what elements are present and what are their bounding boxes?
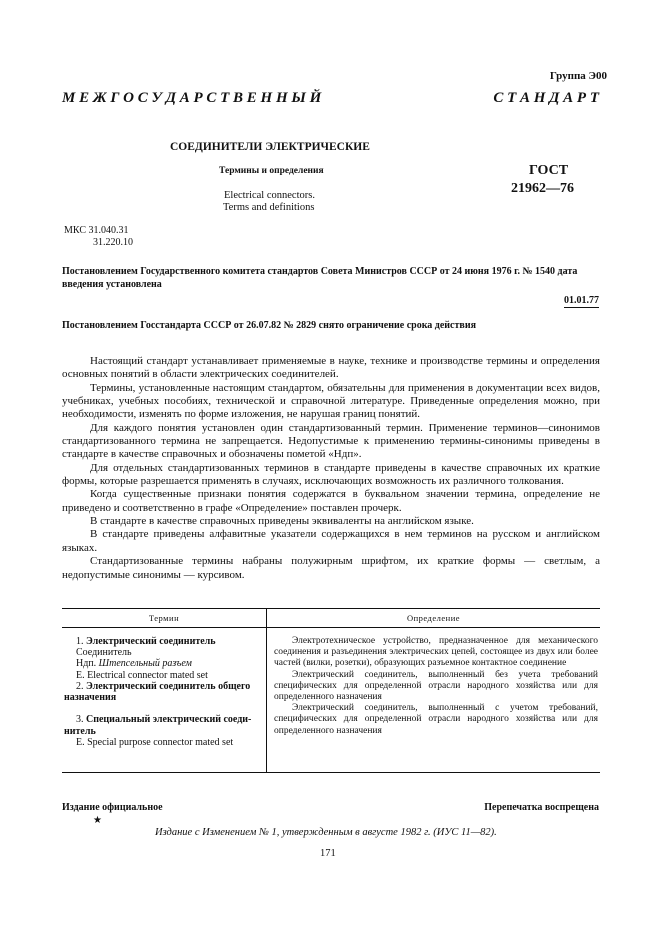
definitions-column — [274, 636, 598, 737]
decree-text: Постановлением Государственного комитета стандартов Совета Министров СССР от 24 июня 1976 г. № 1540 дата введения установлена — [62, 266, 578, 290]
official-edition-label: Издание официальное — [62, 802, 163, 813]
term-3 — [64, 714, 262, 725]
term-english: E. Electrical connector mated set — [76, 669, 208, 681]
term-name: Электрический соединитель общего — [86, 680, 251, 692]
definition: Электрический соединитель, выполненный без учета требований специфических для определенной отрасли народного хозяйства или для определенного назначения — [274, 669, 598, 703]
term-number: 2. — [76, 680, 86, 692]
gost-label: ГОСТ — [529, 163, 569, 178]
intro-paragraph: Для отдельных стандартизованных терминов в стандарте приведены в качестве справочных их краткие формы, которые разрешается применять в случаях, исключающих возможность их различного толкования. — [62, 461, 600, 488]
ndp-term: Штепсельный разъем — [98, 658, 192, 670]
star-icon: ★ — [93, 815, 102, 826]
term-english: E. Special purpose connector mated set — [76, 736, 234, 748]
intro-paragraph: Когда существенные признаки понятия содержатся в буквальном значении термина, определение не приведено и соответственно в графе «Определение» поставлен прочерк. — [62, 488, 600, 514]
document-subtitle: Термины и определения — [219, 166, 324, 176]
mks-code-1: МКС 31.040.31 — [64, 225, 129, 236]
term-name: Специальный электрический соеди- — [86, 714, 252, 726]
terms-table — [62, 608, 600, 773]
term-number: 3. — [76, 714, 86, 726]
document-title: СОЕДИНИТЕЛИ ЭЛЕКТРИЧЕСКИЕ — [170, 141, 370, 153]
terms-column — [64, 636, 262, 748]
term-short-form: Соединитель — [76, 647, 132, 659]
reprint-prohibited-label: Перепечатка воспрещена — [484, 802, 599, 813]
term-name-continued: назначения — [64, 692, 117, 704]
decree-text-2: Постановлением Госстандарта СССР от 26.07.82 № 2829 снято ограничение срока действия — [62, 320, 476, 331]
term-number: 1. — [76, 636, 86, 647]
definition: Электротехническое устройство, предназначенное для механического соединения и разъединения электрических цепей, состоящее из двух или более частей (вилки, розетки), образующих разъемное контактное соединение — [274, 636, 598, 669]
gost-number: 21962—76 — [511, 181, 574, 196]
term-1 — [64, 636, 262, 647]
introduction-date: 01.01.77 — [564, 295, 599, 306]
term-ndp — [64, 658, 262, 669]
english-title-line-2: Terms and definitions — [223, 202, 315, 213]
header-term: Термин — [148, 613, 180, 623]
intro-paragraph: Стандартизованные термины набраны полужирным шрифтом, их краткие формы — светлым, а недопустимые синонимы — курсивом. — [62, 555, 600, 581]
header-definition: Определение — [406, 613, 461, 623]
change-note: Издание с Изменением № 1, утвержденным в августе 1982 г. (ИУС 11—82). — [155, 827, 497, 838]
standard-word-standard: С Т А Н Д А Р Т — [493, 90, 599, 106]
page-number: 171 — [320, 848, 336, 859]
intro-paragraph: В стандарте приведены алфавитные указатели содержащихся в нем терминов на русском и английском языках. — [62, 528, 600, 554]
column-divider — [266, 609, 267, 772]
intro-text — [62, 355, 600, 582]
spacer — [64, 703, 262, 714]
table-header — [62, 609, 600, 628]
english-title-line-1: Electrical connectors. — [224, 190, 315, 201]
standard-word-interstate: М Е Ж Г О С У Д А Р С Т В Е Н Н Ы Й — [62, 90, 322, 106]
definition: Электрический соединитель, выполненный с учетом требований, специфических для определенной отрасли народного хозяйства или для определенного назначения — [274, 703, 598, 736]
intro-paragraph: Настоящий стандарт устанавливает применяемые в науке, технике и производстве термины и определения основных понятий в области электрических соединителей. — [62, 355, 600, 381]
standard-heading — [62, 90, 599, 107]
mks-code-2: 31.220.10 — [93, 237, 133, 248]
intro-paragraph: Для каждого понятия установлен один стандартизованный термин. Применение терминов—синонимов стандартизованного термина не запрещается. Недопустимые к применению термины-синонимы приведены в стандарте в качестве справочных и обозначены пометой «Ндп». — [62, 421, 600, 461]
term-name-continued: нитель — [64, 725, 96, 737]
term-name: Электрический соединитель — [86, 636, 216, 647]
intro-paragraph: Термины, установленные настоящим стандартом, обязательны для применения в документации всех видов, учебниках, учебных пособиях, технической и справочной литературе. Приведенные определения можно, при необходимости, изменять по форме изложения, не нарушая границ понятий. — [62, 381, 600, 421]
term-2 — [64, 681, 262, 692]
ndp-prefix: Ндп. — [76, 658, 99, 670]
group-label: Группа Э00 — [549, 70, 607, 82]
intro-paragraph: В стандарте в качестве справочных приведены эквиваленты на английском языке. — [90, 515, 474, 528]
